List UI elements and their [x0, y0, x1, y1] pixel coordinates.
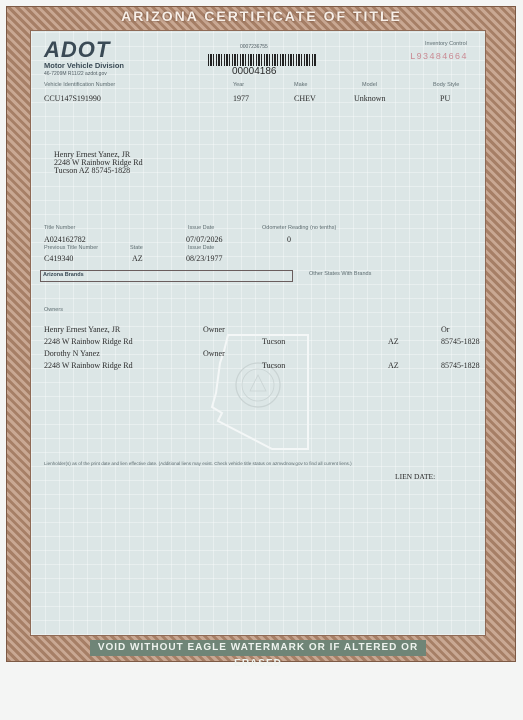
previous-title-value: C419340 — [44, 254, 74, 263]
state-label: State — [130, 245, 143, 251]
model-label: Model — [362, 82, 377, 88]
make-value: CHEV — [294, 94, 316, 103]
owner-2-role: Owner — [203, 349, 225, 358]
model-value: Unknown — [354, 94, 386, 103]
division-name: Motor Vehicle Division — [44, 61, 125, 70]
issue-date-label: Issue Date — [188, 225, 215, 231]
owner-2-street: 2248 W Rainbow Ridge Rd — [44, 361, 133, 370]
title-number-value: A024162782 — [44, 235, 86, 244]
mailing-street: 2248 W Rainbow Ridge Rd — [54, 158, 143, 167]
previous-issue-date-label: Issue Date — [188, 245, 215, 251]
owner-conjunction: Or — [441, 325, 450, 334]
certificate-title-banner: ARIZONA CERTIFICATE OF TITLE — [121, 8, 402, 24]
owner-2-city: Tucson — [262, 361, 286, 370]
lien-date-label: LIEN DATE: — [395, 472, 436, 481]
mailing-name: Henry Ernest Yanez, JR — [54, 150, 131, 159]
control-number: 00004186 — [232, 66, 277, 77]
arizona-brands-label: Arizona Brands — [43, 272, 84, 278]
owner-1-state: AZ — [388, 337, 399, 346]
title-number-label: Title Number — [44, 225, 76, 231]
mailing-city: Tucson AZ 85745-1828 — [54, 166, 131, 175]
other-states-brands-label: Other States With Brands — [309, 271, 372, 277]
odometer-value: 0 — [287, 235, 291, 244]
barcode-number: 0007236755 — [240, 44, 268, 50]
vin-value: CCU147S191990 — [44, 94, 101, 103]
year-label: Year — [233, 82, 245, 88]
adot-logo: ADOT — [44, 37, 111, 62]
owner-2-state: AZ — [388, 361, 399, 370]
form-number: 46-7209M R11/22 azdot.gov — [44, 71, 107, 77]
owner-2-zip: 85745-1828 — [441, 361, 480, 370]
inventory-control-value: L93484664 — [410, 52, 468, 62]
previous-issue-date-value: 08/23/1977 — [186, 254, 223, 263]
lienholder-note: Lienholder(s) as of the print date and lien effective date. (Additional liens may exist. Check vehicle title status on azmvdnow.gov to find all current liens.) — [44, 461, 352, 466]
issue-date-value: 07/07/2026 — [186, 235, 223, 244]
body-style-value: PU — [440, 94, 451, 103]
previous-title-label: Previous Title Number — [44, 245, 99, 251]
barcode — [208, 54, 316, 66]
owners-label: Owners — [44, 307, 63, 313]
odometer-label: Odometer Reading (no tenths) — [262, 225, 337, 231]
year-value: 1977 — [233, 94, 249, 103]
owner-2-name: Dorothy N Yanez — [44, 349, 100, 358]
arizona-state-seal-watermark — [210, 333, 310, 455]
owner-1-role: Owner — [203, 325, 225, 334]
body-style-label: Body Style — [433, 82, 460, 88]
owner-1-city: Tucson — [262, 337, 286, 346]
inventory-control-label: Inventory Control — [425, 41, 467, 47]
owner-1-name: Henry Ernest Yanez, JR — [44, 325, 121, 334]
owner-1-street: 2248 W Rainbow Ridge Rd — [44, 337, 133, 346]
state-value: AZ — [132, 254, 143, 263]
void-warning-banner: VOID WITHOUT EAGLE WATERMARK OR IF ALTERED OR ERASED — [90, 640, 426, 656]
vin-label: Vehicle Identification Number — [44, 82, 116, 88]
owner-1-zip: 85745-1828 — [441, 337, 480, 346]
make-label: Make — [294, 82, 308, 88]
